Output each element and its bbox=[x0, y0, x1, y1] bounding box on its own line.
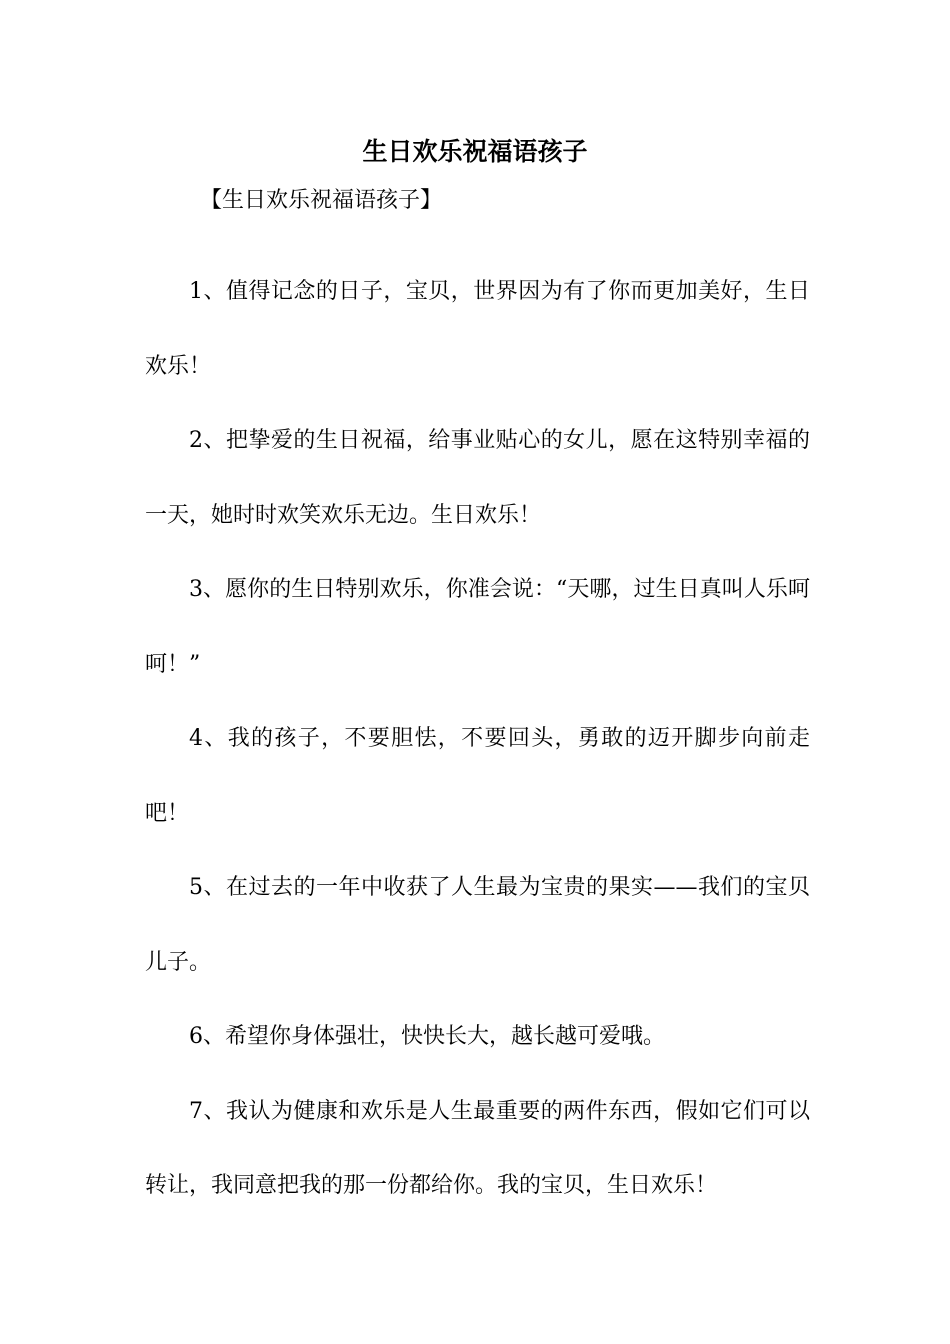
paragraph-1: 1、值得记念的日子，宝贝，世界因为有了你而更加美好，生日欢乐！ bbox=[145, 279, 810, 379]
paragraph-3: 3、愿你的生日特别欢乐，你准会说：“天哪，过生日真叫人乐呵呵！” bbox=[145, 577, 810, 677]
paragraph-6: 6、希望你身体强壮，快快长大，越长越可爱哦。 bbox=[189, 1024, 665, 1049]
paragraph-2: 2、把挚爱的生日祝福，给事业贴心的女儿，愿在这特别幸福的一天，她时时欢笑欢乐无边。生日欢乐！ bbox=[145, 428, 810, 528]
paragraph-5: 5、在过去的一年中收获了人生最为宝贵的果实——我们的宝贝儿子。 bbox=[145, 875, 810, 975]
document-subheading: 【生日欢乐祝福语孩子】 bbox=[200, 188, 443, 213]
document-body bbox=[145, 255, 810, 1224]
paragraph-4: 4、我的孩子，不要胆怯，不要回头，勇敢的迈开脚步向前走吧！ bbox=[145, 726, 810, 826]
document-title: 生日欢乐祝福语孩子 bbox=[362, 137, 588, 166]
paragraph-7: 7、我认为健康和欢乐是人生最重要的两件东西，假如它们可以转让，我同意把我的那一份都给你。我的宝贝，生日欢乐！ bbox=[145, 1098, 810, 1198]
